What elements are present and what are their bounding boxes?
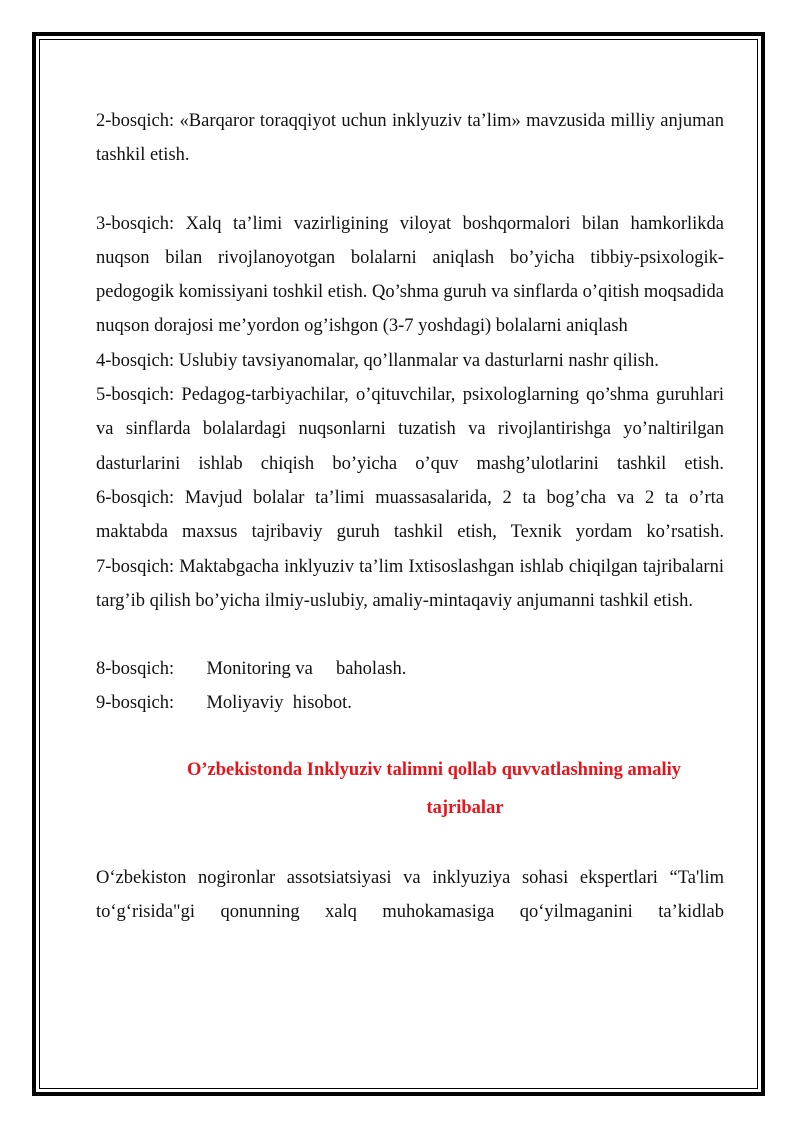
paragraph-stage-8: 8-bosqich: Monitoring va baholash. — [96, 659, 407, 680]
paragraph-stage-4: 4-bosqich: Uslubiy tavsiyanomalar, qo’llanmalar va dasturlarni nashr qilish. — [96, 350, 659, 371]
paragraph-stage-6: 6-bosqich: Mavjud bolalar ta’limi muassasalarida, 2 ta bog’cha va 2 ta o’rta maktabda maxsus tajribaviy guruh tashkil etish, Texnik yordam ko’rsatish. — [96, 487, 724, 543]
paragraph-stage-7: 7-bosqich: Maktabgacha inklyuziv ta’lim Ixtisoslashgan ishlab chiqilgan tajribalarni targ’ib qilish bo’yicha ilmiy-uslubiy, amaliy-mintaqaviy anjumanni tashkil etish. — [96, 556, 724, 611]
paragraph-stage-5: 5-bosqich: Pedagog-tarbiyachilar, o’qituvchilar, psixologlarning qo’shma guruhlari va sinflarda bolalardagi nuqsonlarni tuzatish va rivojlantirishga yo’naltirilgan dasturlarini ishlab chiqish bo’yicha o’quv mashg’ulotlarini tashkil etish. — [96, 385, 724, 474]
paragraph-gap — [96, 827, 724, 861]
paragraph-stage-3: 3-bosqich: Xalq ta’limi vazirligining viloyat boshqormalori bilan hamkorlikda nuqson bilan rivojlanoyotgan bolalarni aniqlash bo’yicha tibbiy-psixologik-pedogogik komissiyani toshkil etish. Qo’shma guruh va sinflarda o’qitish moqsadida nuqson dorajosi me’yordon og’ishgon (3-7 yoshdagi) bolalarni aniqlash — [96, 213, 724, 337]
section-heading-line-2: tajribalar — [426, 798, 504, 819]
section-heading — [96, 751, 724, 827]
paragraph-body: O‘zbekiston nogironlar assotsiatsiyasi va inklyuziya sohasi ekspertlari “Ta'lim to‘g‘risida"gi qonunning xalq muhokamasiga qo‘yilmaganini ta’kidlab — [96, 868, 724, 923]
paragraph-gap — [96, 173, 724, 207]
paragraph-stage-2: 2-bosqich: «Barqaror toraqqiyot uchun inklyuziv ta’lim» mavzusida milliy anjuman tashkil etish. — [96, 111, 724, 166]
section-heading-line-1: O’zbekistonda Inklyuziv talimni qollab quvvatlashning amaliy — [187, 760, 681, 781]
paragraph-gap — [96, 618, 724, 652]
paragraph-stage-9: 9-bosqich: Moliyaviy hisobot. — [96, 693, 352, 714]
document-body — [96, 104, 724, 930]
